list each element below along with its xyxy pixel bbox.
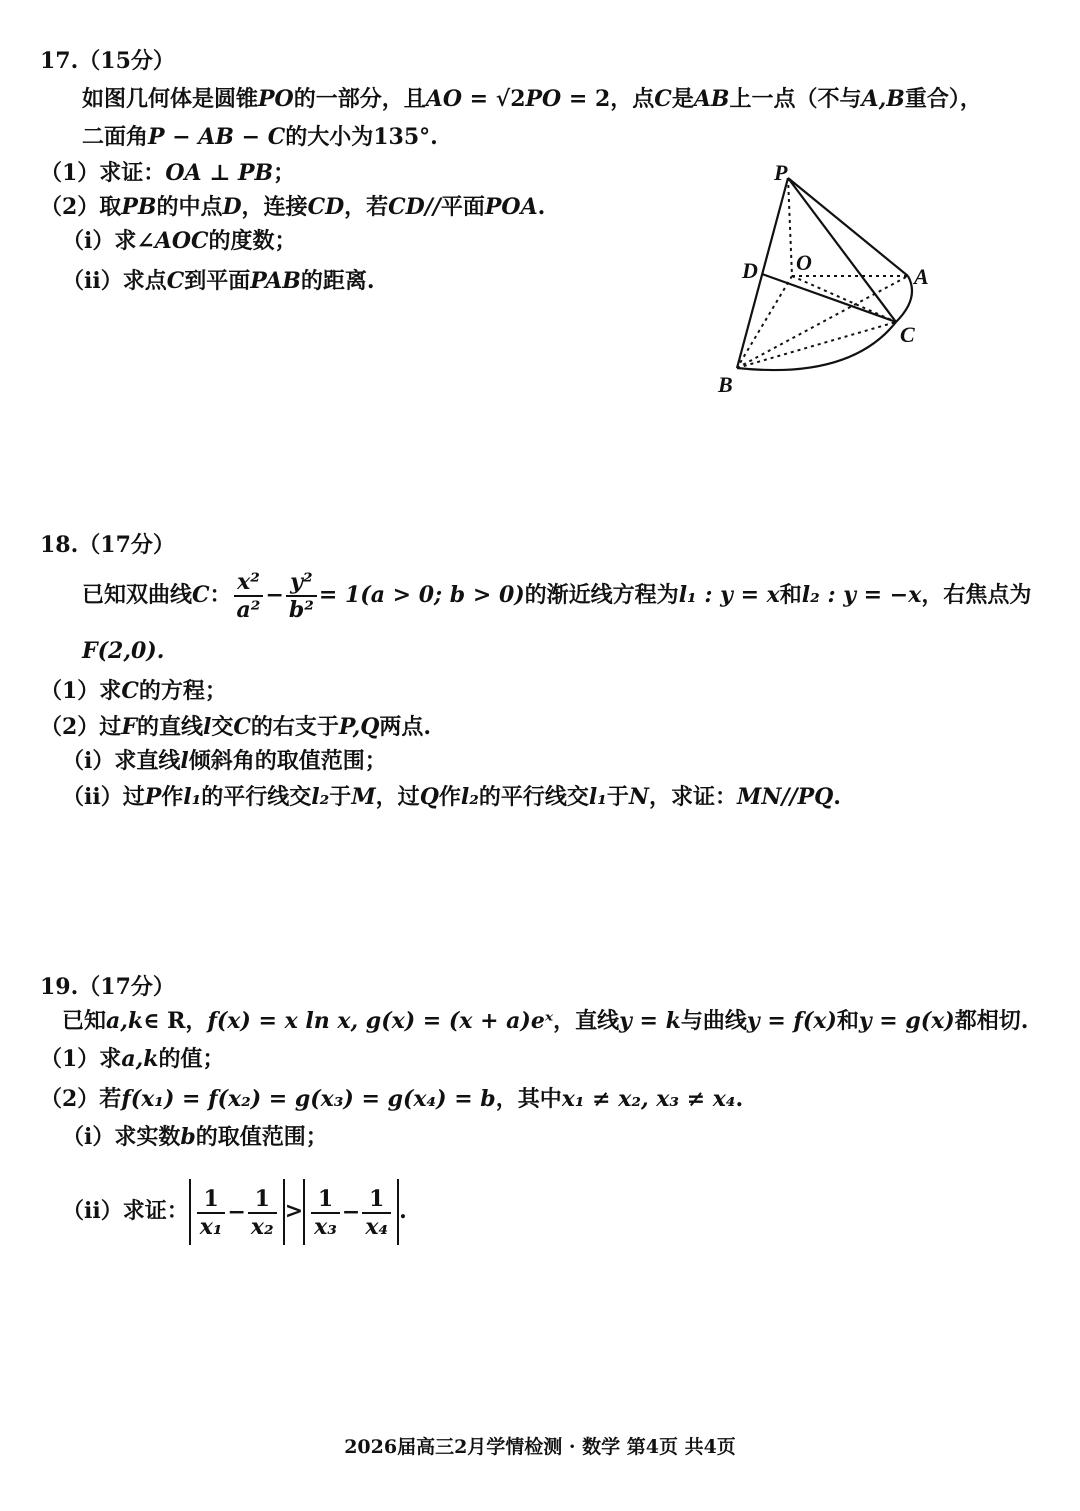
q19-text: ，直线 (553, 1008, 620, 1034)
q18-math: l₁ : y = x (678, 582, 780, 608)
q19-text: . (399, 1198, 407, 1224)
q17-math: ∠AOC (136, 228, 209, 254)
q17-math: P − AB − C (148, 124, 286, 150)
q17-part2-ii (62, 266, 375, 296)
q18-text: 两点. (379, 714, 432, 740)
q17-math: C (166, 268, 185, 294)
q17-text: 的中点 (156, 194, 223, 220)
q18-text: 倾斜角的取值范围； (188, 748, 387, 774)
q19-part1 (40, 1044, 225, 1074)
q17-text: . (537, 194, 546, 220)
q17-math: OA ⊥ PB (165, 160, 274, 186)
q18-math: F(2,0). (82, 638, 165, 664)
q18-text: 的右支于 (250, 714, 339, 740)
q18-math: P,Q (338, 714, 380, 740)
frac-den: x₄ (365, 1214, 389, 1240)
q18-text: 的直线 (136, 714, 203, 740)
q17-text: （2）取 (40, 194, 122, 220)
q18-math: l (202, 714, 212, 740)
fraction-x2-a2 (234, 569, 264, 623)
q18-math: l₂ (311, 784, 330, 810)
q18-math: P (144, 784, 162, 810)
q17-text: （ii）求点 (62, 268, 167, 294)
q17-header: 17.（15分） (40, 48, 175, 74)
q18-math: C (233, 714, 251, 740)
q18-text: 的平行线交 (201, 784, 312, 810)
q19-text: （ii）求证： (62, 1198, 189, 1224)
q18-part2 (40, 712, 431, 742)
q17-math: AO (425, 86, 462, 112)
q19-text: 与曲线 (680, 1008, 747, 1034)
q17-text: （i）求 (62, 228, 137, 254)
q17-text: 如图几何体是圆锥 (82, 86, 259, 112)
q18-text: 的渐近线方程为 (524, 582, 679, 608)
q19-text: 和 (836, 1008, 859, 1034)
q19-math: f(x) = x ln x, g(x) = (x + a)eˣ (207, 1008, 554, 1034)
q19-math: y = k (619, 1008, 681, 1034)
q17-text: 到平面 (184, 268, 251, 294)
q19-text: ，其中 (495, 1086, 562, 1112)
q17-math: A,B (861, 86, 905, 112)
frac-den: a² (236, 597, 261, 623)
q19-math: f(x₁) = f(x₂) = g(x₃) = g(x₄) = b (121, 1086, 496, 1112)
q18-text: （2）过 (40, 714, 122, 740)
q17-math: CD (307, 194, 345, 220)
q19-text: （i）求实数 (62, 1124, 181, 1150)
q18-text: 的方程； (138, 678, 227, 704)
frac-num: x² (234, 569, 264, 597)
q17-math: C (654, 86, 672, 112)
q18-text: 和 (779, 582, 802, 608)
q19-stem (62, 1006, 1028, 1036)
minus-sign: − (227, 1199, 246, 1225)
q17-text: 的一部分，且 (293, 86, 426, 112)
q18-text: 交 (211, 714, 234, 740)
frac-num: y² (286, 569, 317, 597)
q19-math: a,k (121, 1046, 159, 1072)
q19-text: . (735, 1086, 744, 1112)
q18-text: 于 (606, 784, 629, 810)
q18-text: 已知双曲线 (82, 582, 193, 608)
q18-math: C (121, 678, 139, 704)
q17-text: 的距离. (300, 268, 375, 294)
q18-math: l₁ (588, 784, 607, 810)
q17-text: ，连接 (241, 194, 308, 220)
q18-math: N (628, 784, 650, 810)
abs-left (189, 1179, 285, 1245)
q17-part1 (40, 158, 295, 188)
q17-part2-i (62, 226, 297, 256)
label-D: D (742, 258, 758, 283)
q19-text: 已知 (62, 1008, 107, 1034)
page-footer: 2026届高三2月学情检测 · 数学 第4页 共4页 (344, 1436, 736, 1458)
q19-part2-ii (62, 1178, 407, 1245)
q17-math: = √2 (461, 86, 526, 112)
frac-den: x₃ (314, 1214, 337, 1240)
q19-math: ∈ R (143, 1008, 186, 1034)
q17-math: PAB (250, 268, 301, 294)
q17-text: 重合）， (904, 86, 982, 112)
fraction-1-x3 (311, 1186, 340, 1240)
q18-math: F (121, 714, 137, 740)
q18-text: 于 (329, 784, 352, 810)
q18-math: l₂ : y = −x (801, 582, 922, 608)
dashed-AB (737, 276, 908, 368)
q19-math: a,k (106, 1008, 144, 1034)
cone-figure (700, 150, 960, 400)
q17-math: PO (525, 86, 562, 112)
frac-num: 1 (362, 1186, 391, 1214)
dashed-OC (792, 276, 896, 322)
q17-math: AB (693, 86, 730, 112)
fraction-1-x2 (248, 1186, 277, 1240)
q19-text: ， (185, 1008, 208, 1034)
label-C: C (900, 322, 915, 347)
q18-text: （i）求直线 (62, 748, 181, 774)
q18-text: ，求证： (649, 784, 738, 810)
frac-num: 1 (311, 1186, 340, 1214)
q18-text: 的平行线交 (478, 784, 589, 810)
q19-math: y = f(x) (746, 1008, 837, 1034)
label-A: A (914, 264, 929, 289)
q19-header: 19.（17分） (40, 974, 175, 1000)
q18-text: . (833, 784, 841, 810)
label-B: B (718, 372, 733, 397)
q17-math: = 2，点 (561, 86, 655, 112)
q19-text: （2）若 (40, 1086, 122, 1112)
q18-part2-ii (62, 782, 841, 812)
q18-math: Q (419, 784, 439, 810)
q18-text: ，右焦点为 (921, 582, 1032, 608)
label-P: P (774, 160, 788, 185)
q18-math: − (265, 582, 284, 608)
q17-text: 上一点（不与 (729, 86, 862, 112)
q17-text: （1）求证： (40, 160, 166, 186)
q17-math: D (222, 194, 242, 220)
q18-stem-line2 (82, 636, 164, 666)
q18-text: 作 (161, 784, 184, 810)
q17-text: 是 (671, 86, 694, 112)
q17-stem-line2 (82, 122, 438, 152)
q17-text: 的度数； (208, 228, 297, 254)
q19-text: 的值； (158, 1046, 225, 1072)
q17-part2 (40, 192, 545, 222)
abs-right (303, 1179, 399, 1245)
q18-part1 (40, 676, 227, 706)
fraction-1-x1 (197, 1186, 226, 1240)
q18-text: 作 (438, 784, 461, 810)
fraction-1-x4 (362, 1186, 391, 1240)
greater-than: > (284, 1198, 304, 1224)
q18-math: l₂ (460, 784, 479, 810)
frac-num: 1 (248, 1186, 277, 1214)
q17-math: CD// (388, 194, 441, 220)
q18-text: ： (209, 582, 232, 608)
fraction-y2-b2 (286, 569, 317, 623)
q19-text: 都相切. (954, 1008, 1029, 1034)
minus-sign: − (341, 1199, 361, 1225)
frac-den: x₂ (250, 1214, 274, 1240)
q18-header: 18.（17分） (40, 532, 175, 558)
q17-text: ，若 (344, 194, 389, 220)
dashed-PO (788, 178, 792, 276)
q17-text: 的大小为135°. (285, 124, 438, 150)
q19-text: 的取值范围； (195, 1124, 328, 1150)
q19-math: x₁ ≠ x₂, x₃ ≠ x₄ (561, 1086, 736, 1112)
q18-math: MN//PQ (737, 784, 834, 810)
q18-math: = 1(a > 0; b > 0) (318, 582, 525, 608)
q18-part2-i (62, 746, 387, 776)
q18-math: l (180, 748, 189, 774)
q19-math: y = g(x) (858, 1008, 955, 1034)
q18-math: l₁ (183, 784, 202, 810)
q17-math: PO (258, 86, 294, 112)
q19-part2 (40, 1084, 743, 1114)
frac-den: b² (288, 597, 314, 623)
q17-math: POA (484, 194, 538, 220)
q18-math: M (351, 784, 376, 810)
q18-math: C (192, 582, 210, 608)
q19-math: b (180, 1124, 196, 1150)
edge-DC (762, 274, 896, 322)
q18-stem-line1 (82, 566, 1031, 624)
frac-den: x₁ (199, 1214, 223, 1240)
q18-text: （ii）过 (62, 784, 145, 810)
q17-text: 二面角 (82, 124, 149, 150)
label-O: O (796, 250, 812, 275)
frac-num: 1 (197, 1186, 226, 1214)
q18-text: ，过 (375, 784, 420, 810)
q19-part2-i (62, 1122, 328, 1152)
q17-text: ； (273, 160, 296, 186)
q19-text: （1）求 (40, 1046, 122, 1072)
q17-stem-line1 (82, 84, 982, 114)
q17-text: 平面 (440, 194, 485, 220)
q18-text: （1）求 (40, 678, 122, 704)
q17-math: PB (121, 194, 157, 220)
